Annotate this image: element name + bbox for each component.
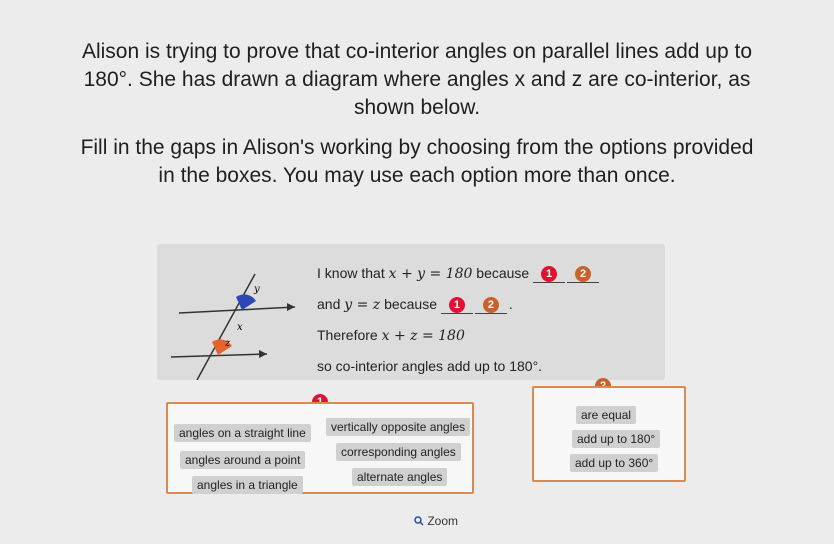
working-card — [157, 244, 665, 380]
options-box-1 — [166, 402, 474, 494]
magnifier-icon — [414, 516, 424, 526]
zoom-button[interactable] — [414, 514, 458, 528]
option-angles-around-point[interactable]: angles around a point — [180, 451, 305, 469]
option-angles-in-triangle[interactable]: angles in a triangle — [192, 476, 303, 494]
parallel-lines-diagram — [157, 244, 307, 380]
working-row-1: I know that x + y = 180 because 1 2 — [317, 258, 662, 289]
option-vertically-opposite-angles[interactable]: vertically opposite angles — [326, 418, 470, 436]
gap-3-slot[interactable]: 1 — [441, 296, 473, 314]
working-steps — [317, 258, 662, 381]
option-alternate-angles[interactable]: alternate angles — [352, 468, 447, 486]
gap-1-slot[interactable]: 1 — [533, 265, 565, 283]
zoom-label: Zoom — [427, 514, 459, 528]
upper-arrow-icon — [287, 303, 295, 311]
working-row-3: Therefore x + z = 180 — [317, 327, 465, 344]
working-row-4: so co-interior angles add up to 180°. — [317, 358, 543, 374]
angle-label-y: y — [254, 284, 260, 295]
transversal-line — [197, 274, 255, 380]
option-add-up-to-180[interactable]: add up to 180° — [572, 430, 660, 448]
option-are-equal[interactable]: are equal — [576, 406, 636, 424]
angle-y-sector — [236, 294, 256, 310]
gap-2-slot[interactable]: 2 — [567, 265, 599, 283]
options-box-2 — [532, 386, 686, 482]
instruction-line: Fill in the gaps in Alison's working by choosing from the options provided — [80, 136, 754, 159]
lower-parallel-line — [171, 354, 267, 357]
question-line: shown below. — [353, 96, 481, 119]
question-text — [0, 38, 834, 190]
gap-4-slot[interactable]: 2 — [475, 296, 507, 314]
option-corresponding-angles[interactable]: corresponding angles — [336, 443, 461, 461]
question-line: 180°. She has drawn a diagram where angles x and z are co-interior, as — [83, 68, 751, 91]
instruction-line: in the boxes. You may use each option more than once. — [158, 164, 676, 187]
lower-arrow-icon — [259, 350, 267, 358]
angle-label-z: z — [225, 338, 231, 349]
option-angles-on-straight-line[interactable]: angles on a straight line — [174, 424, 311, 442]
option-add-up-to-360[interactable]: add up to 360° — [570, 454, 658, 472]
angle-label-x: x — [237, 322, 243, 333]
working-row-2: and y = z because 1 2 . — [317, 296, 513, 313]
question-line: Alison is trying to prove that co-interior angles on parallel lines add up to — [81, 40, 753, 63]
